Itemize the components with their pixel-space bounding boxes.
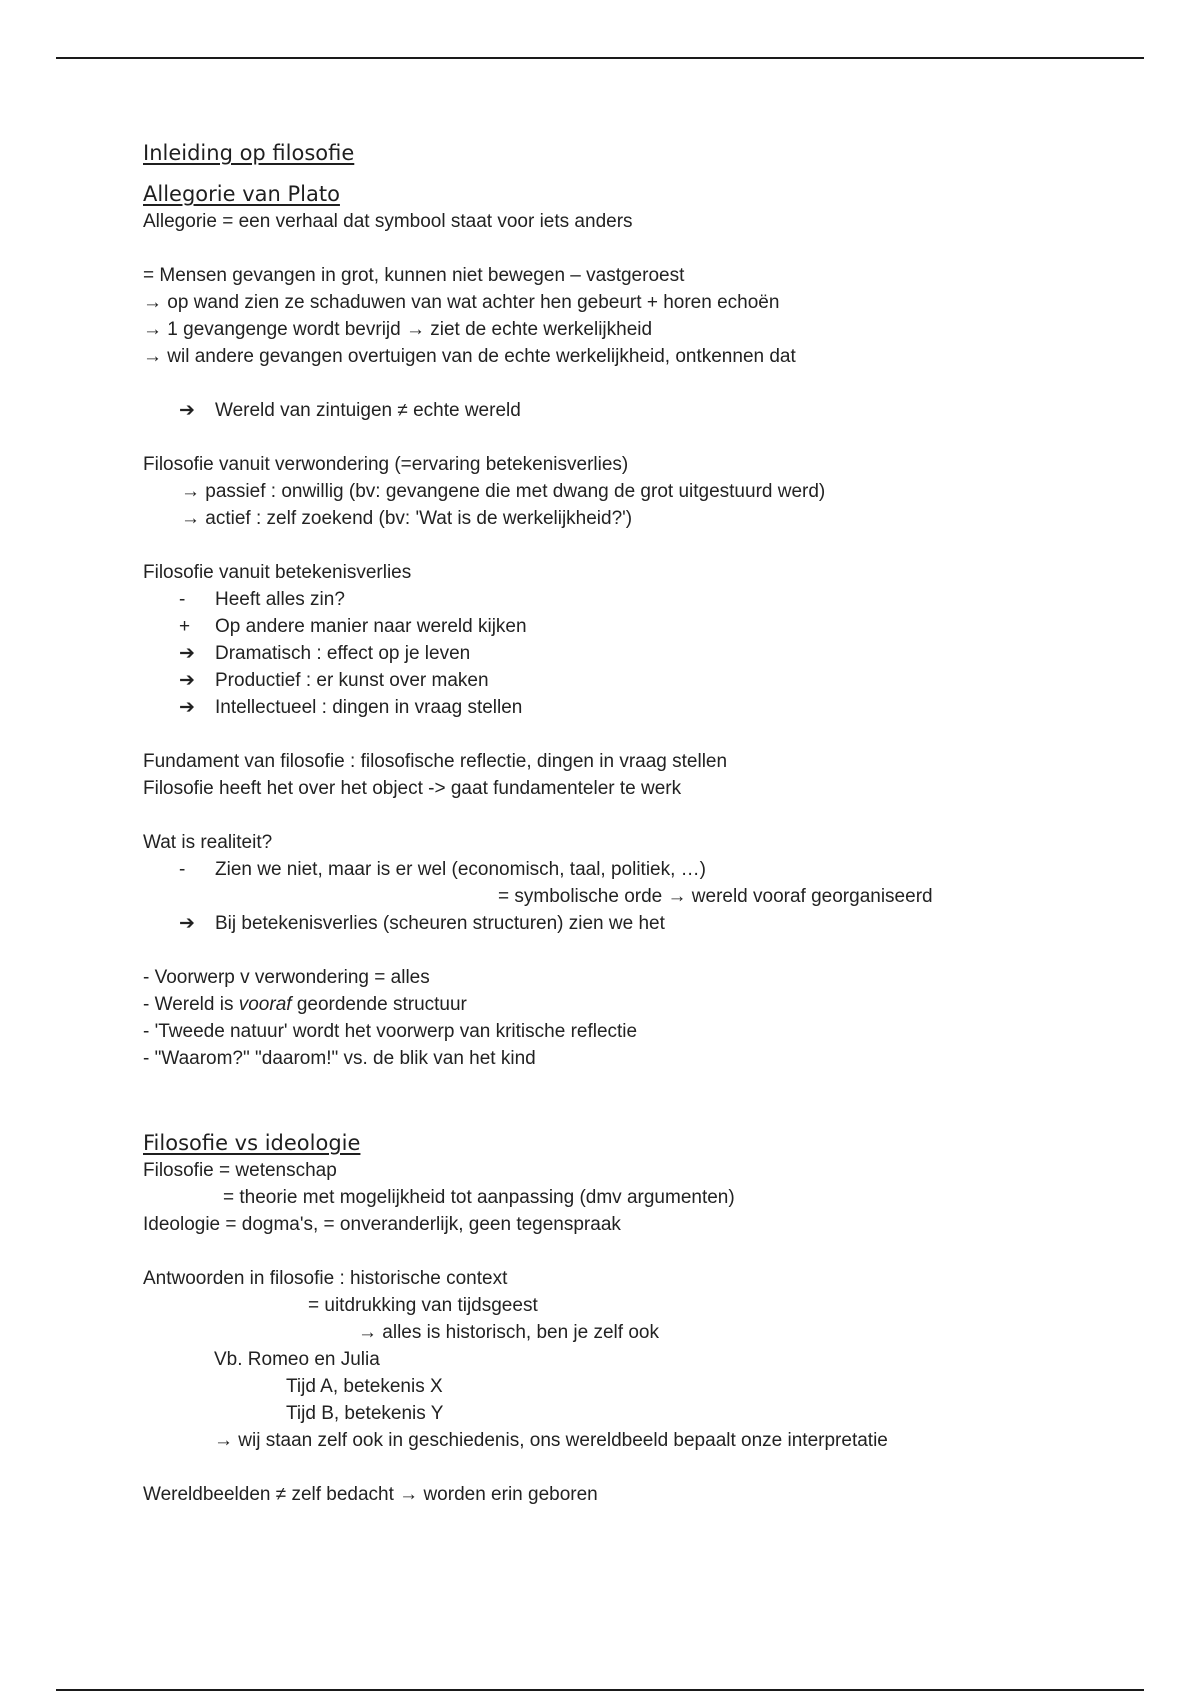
list-item: - Heeft alles zin?	[143, 586, 1143, 613]
list-item: - Zien we niet, maar is er wel (economisch, taal, politiek, …)	[143, 856, 1143, 883]
ideologie-line: → wij staan zelf ook in geschiedenis, ons wereldbeeld bepaalt onze interpretatie	[214, 1430, 888, 1451]
heading-allegorie: Allegorie van Plato	[143, 182, 340, 206]
story-line: → op wand zien ze schaduwen van wat achter hen gebeurt + horen echoën	[143, 292, 780, 313]
ideologie-line: Filosofie = wetenschap	[143, 1160, 337, 1181]
story-line: = Mensen gevangen in grot, kunnen niet bewegen – vastgeroest	[143, 265, 685, 286]
summary-line: - Wereld is vooraf geordende structuur	[143, 994, 467, 1015]
summary-line: - 'Tweede natuur' wordt het voorwerp van kritische reflectie	[143, 1021, 638, 1042]
dash-bullet: -	[179, 589, 186, 610]
document-title: Inleiding op filosofie	[143, 141, 355, 165]
arrow-bullet-icon: ➔	[179, 913, 195, 934]
dash-bullet: -	[179, 859, 186, 880]
arrow-bullet-icon: ➔	[179, 400, 195, 421]
arrow-bullet-icon: ➔	[179, 643, 195, 664]
ideologie-line: Tijd A, betekenis X	[286, 1376, 443, 1397]
summary-line: - Voorwerp v verwondering = alles	[143, 967, 430, 988]
arrow-bullet-icon: ➔	[179, 670, 195, 691]
fundament-line: Fundament van filosofie : filosofische reflectie, dingen in vraag stellen	[143, 751, 728, 772]
list-item: ➔ Dramatisch : effect op je leven	[143, 640, 1143, 667]
ideologie-line: = uitdrukking van tijdsgeest	[308, 1295, 538, 1316]
document-body	[143, 138, 1143, 1508]
allegorie-definition: Allegorie = een verhaal dat symbool staat voor iets anders	[143, 211, 633, 232]
ideologie-line: Wereldbeelden ≠ zelf bedacht → worden erin geboren	[143, 1484, 598, 1505]
arrow-bullet-icon: ➔	[179, 697, 195, 718]
heading-ideologie: Filosofie vs ideologie	[143, 1131, 361, 1155]
fundament-line: Filosofie heeft het over het object -> gaat fundamenteler te werk	[143, 778, 682, 799]
realiteit-title: Wat is realiteit?	[143, 832, 273, 853]
page-header-rule	[56, 57, 1144, 59]
ideologie-line: Tijd B, betekenis Y	[286, 1403, 444, 1424]
summary-line: - "Waarom?" "daarom!" vs. de blik van het kind	[143, 1048, 536, 1069]
realiteit-continuation: = symbolische orde → wereld vooraf georganiseerd	[498, 886, 933, 907]
list-item: + Op andere manier naar wereld kijken	[143, 613, 1143, 640]
ideologie-line: Ideologie = dogma's, = onveranderlijk, geen tegenspraak	[143, 1214, 621, 1235]
list-item: ➔ Bij betekenisverlies (scheuren structuren) zien we het	[143, 910, 1143, 937]
betekenisverlies-title: Filosofie vanuit betekenisverlies	[143, 562, 412, 583]
verwondering-item: → actief : zelf zoekend (bv: 'Wat is de werkelijkheid?')	[181, 508, 633, 529]
story-line: → wil andere gevangen overtuigen van de echte werkelijkheid, ontkennen dat	[143, 346, 796, 367]
list-item: ➔ Intellectueel : dingen in vraag stellen	[143, 694, 1143, 721]
plus-bullet: +	[179, 616, 191, 637]
ideologie-line: → alles is historisch, ben je zelf ook	[358, 1322, 659, 1343]
verwondering-title: Filosofie vanuit verwondering (=ervaring betekenisverlies)	[143, 454, 629, 475]
ideologie-line: = theorie met mogelijkheid tot aanpassing (dmv argumenten)	[223, 1187, 735, 1208]
list-item: ➔ Productief : er kunst over maken	[143, 667, 1143, 694]
ideologie-line: Vb. Romeo en Julia	[214, 1349, 380, 1370]
allegorie-conclusion: ➔ Wereld van zintuigen ≠ echte wereld	[143, 397, 1143, 424]
ideologie-line: Antwoorden in filosofie : historische context	[143, 1268, 508, 1289]
page-footer-rule	[56, 1689, 1144, 1691]
verwondering-item: → passief : onwillig (bv: gevangene die met dwang de grot uitgestuurd werd)	[181, 481, 826, 502]
story-line: → 1 gevangenge wordt bevrijd → ziet de echte werkelijkheid	[143, 319, 653, 340]
